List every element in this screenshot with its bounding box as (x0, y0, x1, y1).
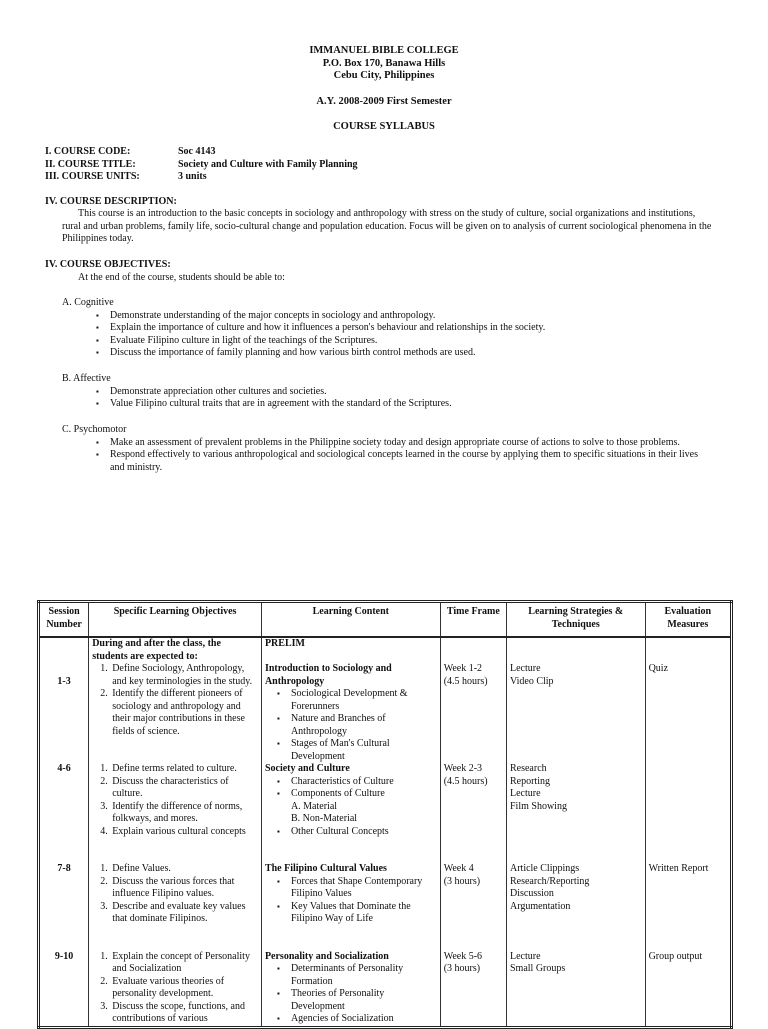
content-item: ▪ Theories of Personality Development (275, 988, 437, 1013)
description-text: This course is an introduction to the basic concepts in sociology and anthropology with stress on the study of culture, social organizations and institutions, rural and urban problems, family life, socio-cultural change and population education. Focus will be given on to analysis of current sociological phenomena in the Philippines today. (62, 208, 712, 244)
address-line-2: Cebu City, Philippines (333, 70, 435, 81)
objective-group-cognitive (62, 297, 682, 360)
col-header: Session Number (39, 602, 89, 638)
objective-group-psychomotor (62, 424, 698, 474)
strategy: Small Groups (509, 963, 566, 974)
table-header-row (39, 602, 732, 638)
strategy: Lecture (509, 950, 541, 962)
objective-item: ▪ Discuss the importance of family planning and how various birth control methods are used. (94, 347, 714, 360)
course-title-row (45, 159, 545, 172)
objective: 3. Describe and evaluate key values that dominate Filipinos. (110, 901, 258, 926)
objective: 3. Discuss the scope, functions, and contributions of various (110, 1001, 258, 1026)
content-item: ▪ Sociological Development & Forerunners (275, 688, 437, 713)
content-title: The Filipino Cultural Values (264, 863, 387, 874)
strategy: Video Clip (509, 675, 554, 687)
strategy: Argumentation (509, 900, 571, 912)
objective: 1. Define Values. (110, 863, 258, 876)
objective: 2. Discuss the characteristics of culture. (110, 776, 258, 801)
content-title: Personality and Socialization (264, 950, 389, 962)
course-title-value: Society and Culture with Family Planning (178, 158, 358, 170)
course-units-row (45, 171, 545, 184)
evaluation: Written Report (648, 863, 709, 874)
objective-item: ▪ Demonstrate appreciation other cultures and societies. (94, 386, 714, 399)
objectives-intro-cell: During and after the class, the students are expected to: (92, 638, 221, 662)
content-title: Society and Culture (264, 763, 350, 774)
col-header: Specific Learning Objectives (89, 602, 262, 638)
content-item: ▪ Nature and Branches of Anthropology (275, 713, 437, 738)
course-code-value: Soc 4143 (178, 146, 216, 157)
content-item: ▪ Key Values that Dominate the Filipino Way of Life (275, 901, 437, 926)
time-frame: Week 1-2 (443, 663, 483, 674)
letterhead (0, 45, 768, 83)
time-hours: (3 hours) (443, 875, 481, 887)
col-header: Learning Content (261, 602, 440, 638)
objective: 2. Identify the different pioneers of sociology and anthropology and their major contributions in these fields of science. (110, 688, 258, 738)
course-info (45, 146, 545, 184)
objective: 4. Explain various cultural concepts (110, 826, 258, 839)
session-number: 4-6 (57, 763, 71, 774)
course-units-value: 3 units (178, 171, 207, 182)
table-row (39, 637, 732, 763)
content-item: ▪ Other Cultural Concepts (275, 826, 437, 839)
objective-item: ▪ Value Filipino cultural traits that are in agreement with the standard of the Scriptures. (94, 398, 714, 411)
col-header: Learning Strategies & Techniques (506, 602, 645, 638)
time-frame: Week 5-6 (443, 950, 483, 962)
strategy: Lecture (509, 788, 541, 799)
group-label: B. Affective (62, 373, 111, 384)
syllabus-table (37, 600, 733, 1029)
strategy: Lecture (509, 663, 541, 674)
table-row (39, 863, 732, 951)
objective: 2. Discuss the various forces that influence Filipino values. (110, 876, 258, 901)
content-subitem: B. Non-Material (290, 813, 358, 824)
content-item: ▪ Characteristics of Culture (275, 776, 437, 789)
content-item: ▪ Agencies of Socialization (275, 1013, 437, 1026)
content-item: ▪ Forces that Shape Contemporary Filipino Values (275, 876, 437, 901)
institution-name: IMMANUEL BIBLE COLLEGE (309, 45, 459, 56)
strategy: Article Clippings (509, 863, 580, 874)
content-title: Introduction to Sociology and Anthropology (264, 663, 392, 687)
content-item: ▪ Determinants of Personality Formation (275, 963, 437, 988)
objectives-intro: At the end of the course, students should be able to: (78, 272, 285, 283)
objective: 1. Define Sociology, Anthropology, and key terminologies in the study. (110, 663, 258, 688)
academic-year: A.Y. 2008-2009 First Semester (316, 96, 452, 107)
evaluation: Group output (648, 950, 703, 962)
objectives-heading: IV. COURSE OBJECTIVES: (45, 259, 171, 270)
document-title: COURSE SYLLABUS (333, 121, 435, 132)
content-item: ▪ Stages of Man's Cultural Development (275, 738, 437, 763)
session-number: 1-3 (57, 675, 71, 687)
group-label: A. Cognitive (62, 297, 114, 308)
objective-item: ▪ Explain the importance of culture and how it influences a person's behaviour and relationships in the society. (94, 322, 714, 335)
strategy: Research (509, 763, 547, 774)
time-frame: Week 4 (443, 863, 474, 874)
strategy: Reporting (509, 775, 550, 787)
table-row (39, 951, 732, 1028)
address-line-1: P.O. Box 170, Banawa Hills (322, 57, 446, 69)
content-subitem: A. Material (290, 800, 338, 812)
strategy: Film Showing (509, 800, 567, 812)
objective-item: ▪ Respond effectively to various anthropological and sociological concepts learned in the course by applying them to specific situations in their lives and ministry. (94, 449, 714, 474)
objective: 2. Evaluate various theories of personality development. (110, 976, 258, 1001)
time-hours: (4.5 hours) (443, 775, 488, 787)
objective: 1. Explain the concept of Personality and Socialization (110, 951, 258, 976)
objective-item: ▪ Evaluate Filipino culture in light of the teachings of the Scriptures. (94, 335, 714, 348)
strategy: Discussion (509, 888, 554, 899)
objective-item: ▪ Demonstrate understanding of the major concepts in sociology and anthropology. (94, 310, 714, 323)
description-heading: IV. COURSE DESCRIPTION: (45, 196, 177, 207)
session-number: 9-10 (54, 950, 74, 962)
session-number: 7-8 (57, 863, 71, 874)
term-label: PRELIM (264, 638, 305, 649)
time-frame: Week 2-3 (443, 763, 483, 774)
group-label: C. Psychomotor (62, 424, 127, 435)
col-header: Time Frame (440, 602, 506, 638)
table-row (39, 763, 732, 863)
time-hours: (4.5 hours) (443, 675, 488, 687)
content-item: ▪ Components of Culture (275, 788, 437, 801)
course-code-row (45, 146, 545, 159)
objective-group-affective (62, 373, 682, 411)
objective: 3. Identify the difference of norms, folkways, and mores. (110, 801, 258, 826)
course-title-label: II. COURSE TITLE: (45, 158, 136, 170)
objective: 1. Define terms related to culture. (110, 763, 258, 776)
evaluation: Quiz (648, 663, 669, 674)
course-units-label: III. COURSE UNITS: (45, 171, 140, 182)
time-hours: (3 hours) (443, 963, 481, 974)
strategy: Research/Reporting (509, 875, 590, 887)
course-code-label: I. COURSE CODE: (45, 146, 131, 157)
objective-item: ▪ Make an assessment of prevalent problems in the Philippine society today and design appropriate course of actions to solve to those problems. (94, 437, 714, 450)
col-header: Evaluation Measures (645, 602, 731, 638)
